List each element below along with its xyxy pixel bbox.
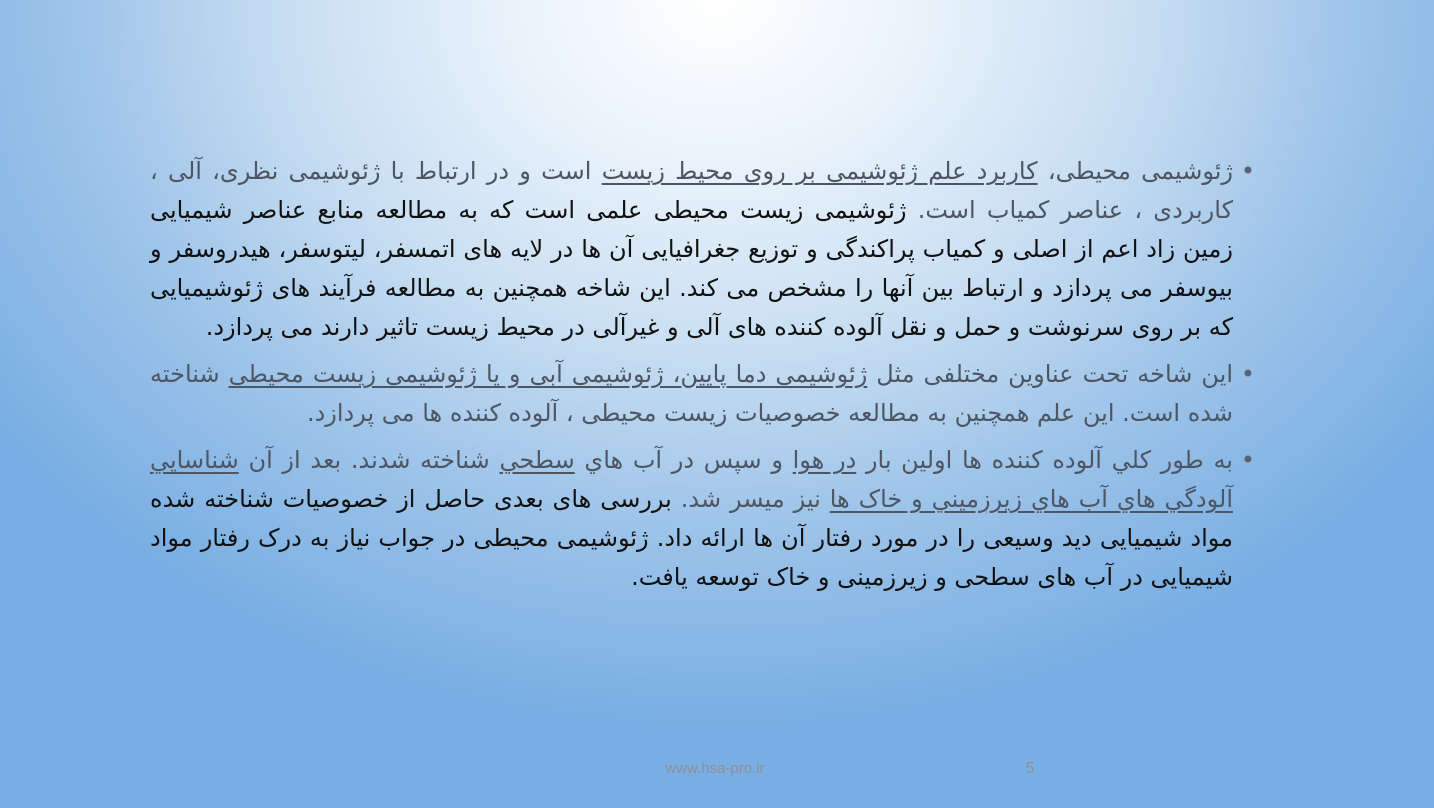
bullet-text-segment: نيز ميسر شد.	[671, 485, 830, 513]
bullet-text-segment: در هوا	[792, 446, 857, 474]
bullet-text-segment: بررسی های بعدی حاصل از خصوصیات شناخته شده مواد شیمیایی دید وسیعی را در مورد رفتار آن ها ارائه داد. ژئوشیمی محیطی در جواب نیاز به درک رفتار مواد شیمیایی در آب های سطحی و زیرزمینی و خاک توسعه یافت.	[150, 485, 1233, 591]
bullet-item	[150, 355, 1255, 433]
bullet-text-segment: به طور کلي آلوده کننده ها اولين بار	[856, 446, 1233, 474]
bullet-text-segment: و سپس در آب هاي	[574, 446, 793, 474]
bullet-text-segment: ژئوشیمی محیطی،	[1037, 157, 1233, 185]
bullet-item	[150, 152, 1255, 347]
bullet-text-segment: این شاخه تحت عناوین مختلفی مثل	[867, 360, 1234, 388]
page-number: 5	[1025, 760, 1035, 777]
bullet-text-segment: است و در ارتباط با ژئوشیمی نظری، آلی ، کاربردی ، عناصر کمیاب است.	[150, 157, 1234, 224]
bullet-text-segment: ژئوشیمی دما پایین، ژئوشیمی آبی و یا ژئوشیمی زیست محیطی	[228, 360, 868, 388]
bullet-marker: •	[1240, 360, 1255, 388]
bullet-text-segment: شناخته شده است. این علم همچنین به مطالعه خصوصیات زیست محیطی ، آلوده کننده ها می پردازد.	[150, 360, 1233, 427]
bullet-text-segment: کاربرد علم ژئوشیمی بر روی محیط زیست	[601, 157, 1038, 185]
footer-url: www.hsa-pro.ir	[665, 760, 765, 777]
bullet-marker: •	[1240, 446, 1255, 474]
bullet-text-segment: شناخته شدند. بعد از آن	[238, 446, 500, 474]
slide-content	[150, 152, 1255, 605]
bullet-item	[150, 441, 1255, 597]
bullet-text-segment: شناسايي آلودگي هاي آب هاي زيرزميني و خاک ها	[150, 446, 1233, 513]
bullet-marker: •	[1240, 157, 1255, 185]
bullet-text-segment: ژئوشیمی زیست محیطی علمی است که به مطالعه منابع عناصر شیمیایی زمین زاد اعم از اصلی و کمیاب پراکندگی و توزیع جغرافیایی آن ها در لایه های اتمسفر، لیتوسفر، هیدروسفر و بیوسفر می پردازد و ارتباط بین آنها را مشخص می کند. این شاخه همچنین به مطالعه فرآیند های ژئوشیمیایی که بر روی سرنوشت و حمل و نقل آلوده کننده های آلی و غیرآلی در محیط زیست تاثیر دارند می پردازد.	[150, 196, 1233, 341]
bullet-text-segment: سطحي	[499, 446, 575, 474]
